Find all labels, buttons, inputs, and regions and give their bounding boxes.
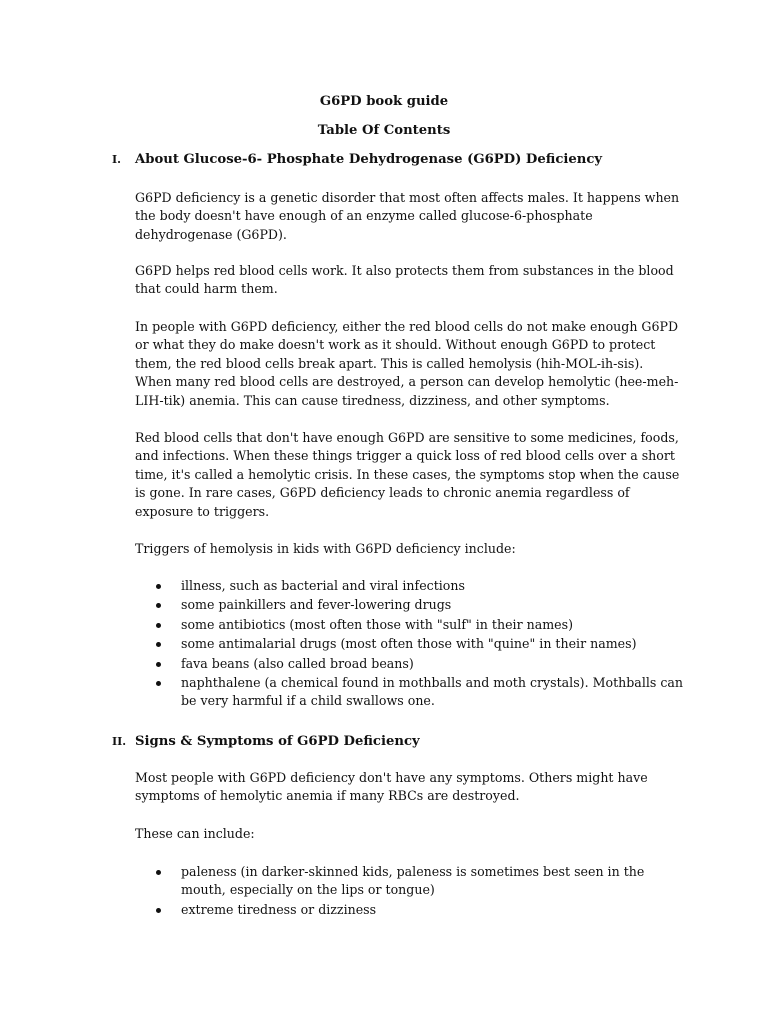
list-item-text: some antimalarial drugs (most often those with "quine" in their names) [181,636,637,652]
list-item-text: extreme tiredness or dizziness [181,901,377,917]
list-item-text: illness, such as bacterial and viral infections [181,578,465,593]
bullet-icon [156,681,161,686]
bullet-icon [156,662,161,667]
symptom-list [135,863,685,920]
list-item [135,901,685,919]
list-item [135,616,685,634]
list-item [135,655,685,673]
paragraph: G6PD helps red blood cells work. It also protects them from substances in the blood that could harm them. [135,263,674,297]
table-of-contents-title: Table Of Contents [317,123,451,138]
bullet-icon [156,642,161,647]
list-item-text: some painkillers and fever-lowering drugs [181,597,452,613]
list-item [135,577,685,595]
list-item-text: fava beans (also called broad beans) [181,655,414,671]
paragraph: G6PD deficiency is a genetic disorder that most often affects males. It happens when the body doesn't have enough of an enzyme called glucose-6-phosphate dehydrogenase (G6PD). [135,190,680,242]
paragraph: Triggers of hemolysis in kids with G6PD deficiency include: [135,541,516,556]
paragraph: Most people with G6PD deficiency don't have any symptoms. Others might have symptoms of hemolytic anemia if many RBCs are destroyed. [135,770,648,804]
trigger-list [135,577,685,712]
list-item-text: paleness (in darker-skinned kids, paleness is sometimes best seen in the mouth, especially on the lips or tongue) [181,864,645,898]
document-title: G6PD book guide [319,94,449,109]
bullet-icon [156,584,161,589]
paragraph: These can include: [135,826,255,841]
bullet-icon [156,908,161,913]
section-2-numeral: II. [112,735,127,748]
list-item [135,596,685,614]
bullet-icon [156,623,161,628]
list-item-text: some antibiotics (most often those with "sulf" in their names) [181,616,573,632]
paragraph: Red blood cells that don't have enough G6PD are sensitive to some medicines, foods, and infections. When these things trigger a quick loss of red blood cells over a short time, it's called a hemolytic crisis. In these cases, the symptoms stop when the cause is gone. In rare cases, G6PD deficiency leads to chronic anemia regardless of exposure to triggers. [135,430,680,519]
paragraph: In people with G6PD deficiency, either the red blood cells do not make enough G6PD or what they do make doesn't work as it should. Without enough G6PD to protect them, the red blood cells break apart. This is called hemolysis (hih-MOL-ih-sis). When many red blood cells are destroyed, a person can develop hemolytic (hee-meh-LIH-tik) anemia. This can cause tiredness, dizziness, and other symptoms. [135,319,679,408]
list-item [135,674,685,711]
list-item-text: naphthalene (a chemical found in mothballs and moth crystals). Mothballs can be very harmful if a child swallows one. [181,675,684,709]
bullet-icon [156,603,161,608]
section-1-numeral: I. [112,153,121,166]
bullet-icon [156,870,161,875]
list-item [135,635,685,653]
section-2-heading-text: Signs & Symptoms of G6PD Deficiency [135,734,420,749]
section-1-heading-text: About Glucose-6- Phosphate Dehydrogenase (G6PD) Deficiency [135,152,603,167]
list-item [135,863,685,900]
